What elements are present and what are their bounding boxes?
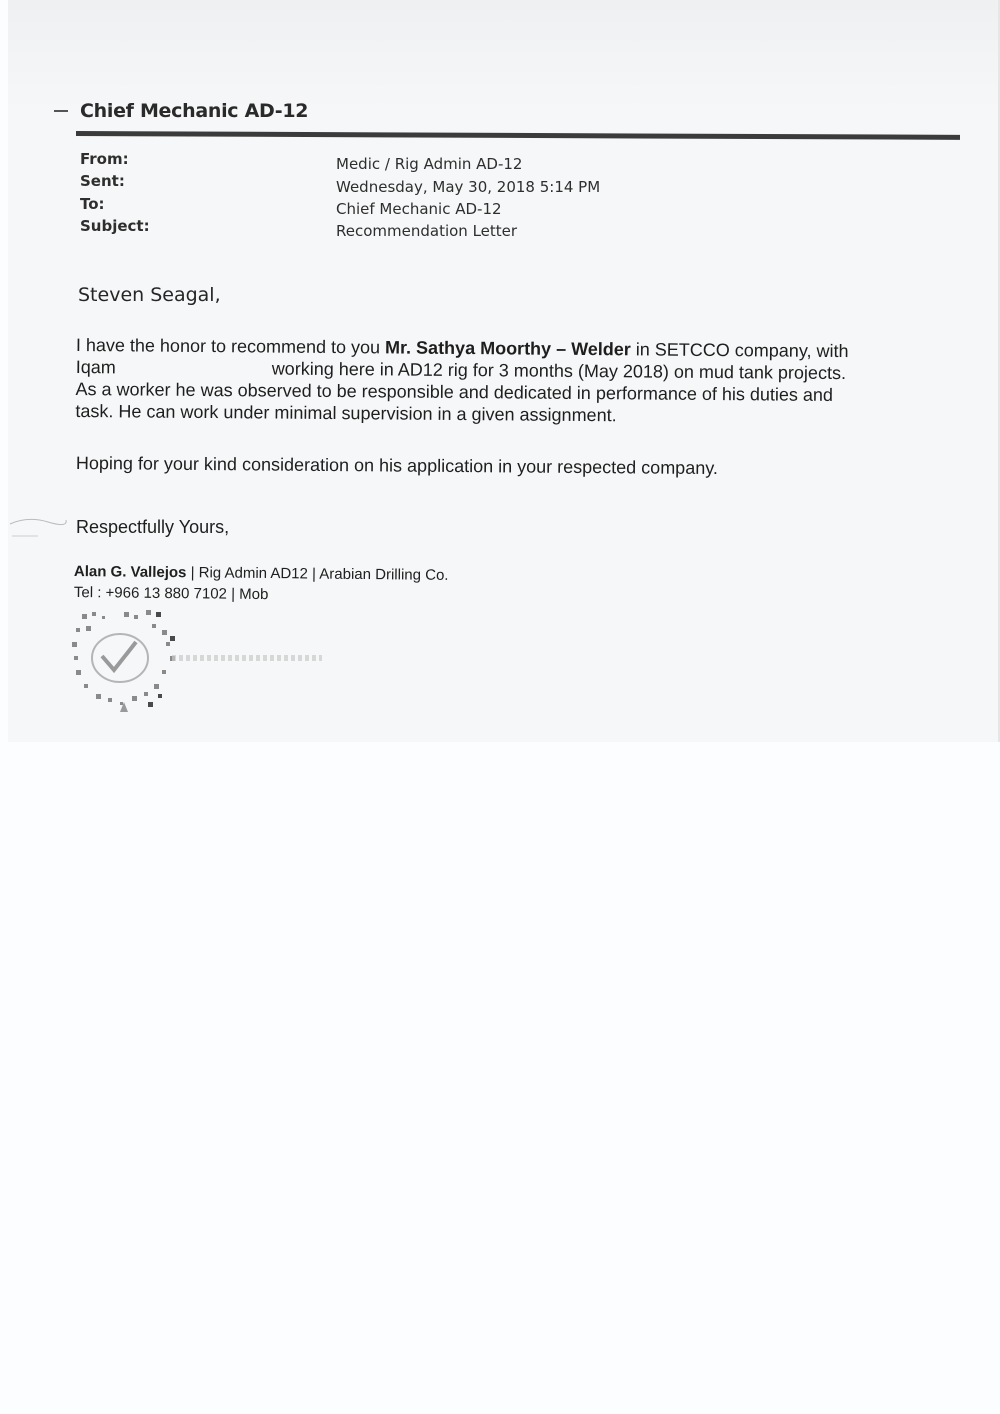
subject-label: Subject: <box>80 217 150 235</box>
header-dash-mark <box>54 110 68 112</box>
to-value: Chief Mechanic AD-12 <box>336 200 502 218</box>
signature-line-1: Alan G. Vallejos | Rig Admin AD12 | Arabian Drilling Co. <box>73 563 449 584</box>
signatory-name: Alan G. Vallejos <box>73 563 187 582</box>
sent-label: Sent: <box>80 172 125 190</box>
paragraph-1-line-3: As a worker he was observed to be responsible and dedicated in performance of his duties and <box>75 378 834 405</box>
paragraph-1-line-1: I have the honor to recommend to you Mr. Sathya Moorthy – Welder in SETCCO company, with <box>75 334 849 362</box>
stamp-faint-text <box>172 655 322 661</box>
letter-greeting: Steven Seagal, <box>78 284 221 306</box>
signature-line-2: Tel : +966 13 880 7102 | Mob <box>73 584 269 604</box>
sent-value: Wednesday, May 30, 2018 5:14 PM <box>336 178 601 196</box>
to-label: To: <box>80 195 105 213</box>
scan-shading <box>8 0 998 110</box>
letter-closing: Respectfully Yours, <box>76 517 230 537</box>
margin-scribble-mark <box>8 512 68 542</box>
paragraph-1-line-4: task. He can work under minimal supervision in a given assignment. <box>75 400 617 426</box>
email-header-title: Chief Mechanic AD-12 <box>80 100 309 122</box>
subject-value: Recommendation Letter <box>336 222 518 240</box>
from-value: Medic / Rig Admin AD-12 <box>336 155 523 173</box>
candidate-name: Mr. Sathya Moorthy – Welder <box>385 337 631 360</box>
from-label: From: <box>80 150 129 168</box>
paragraph-1 <box>75 334 956 429</box>
company-logo-stamp <box>62 606 192 716</box>
paragraph-2: Hoping for your kind consideration on his application in your respected company. <box>75 452 719 479</box>
paragraph-1-line-2: Iqam working here in AD12 rig for 3 months (May 2018) on mud tank projects. <box>75 356 847 384</box>
